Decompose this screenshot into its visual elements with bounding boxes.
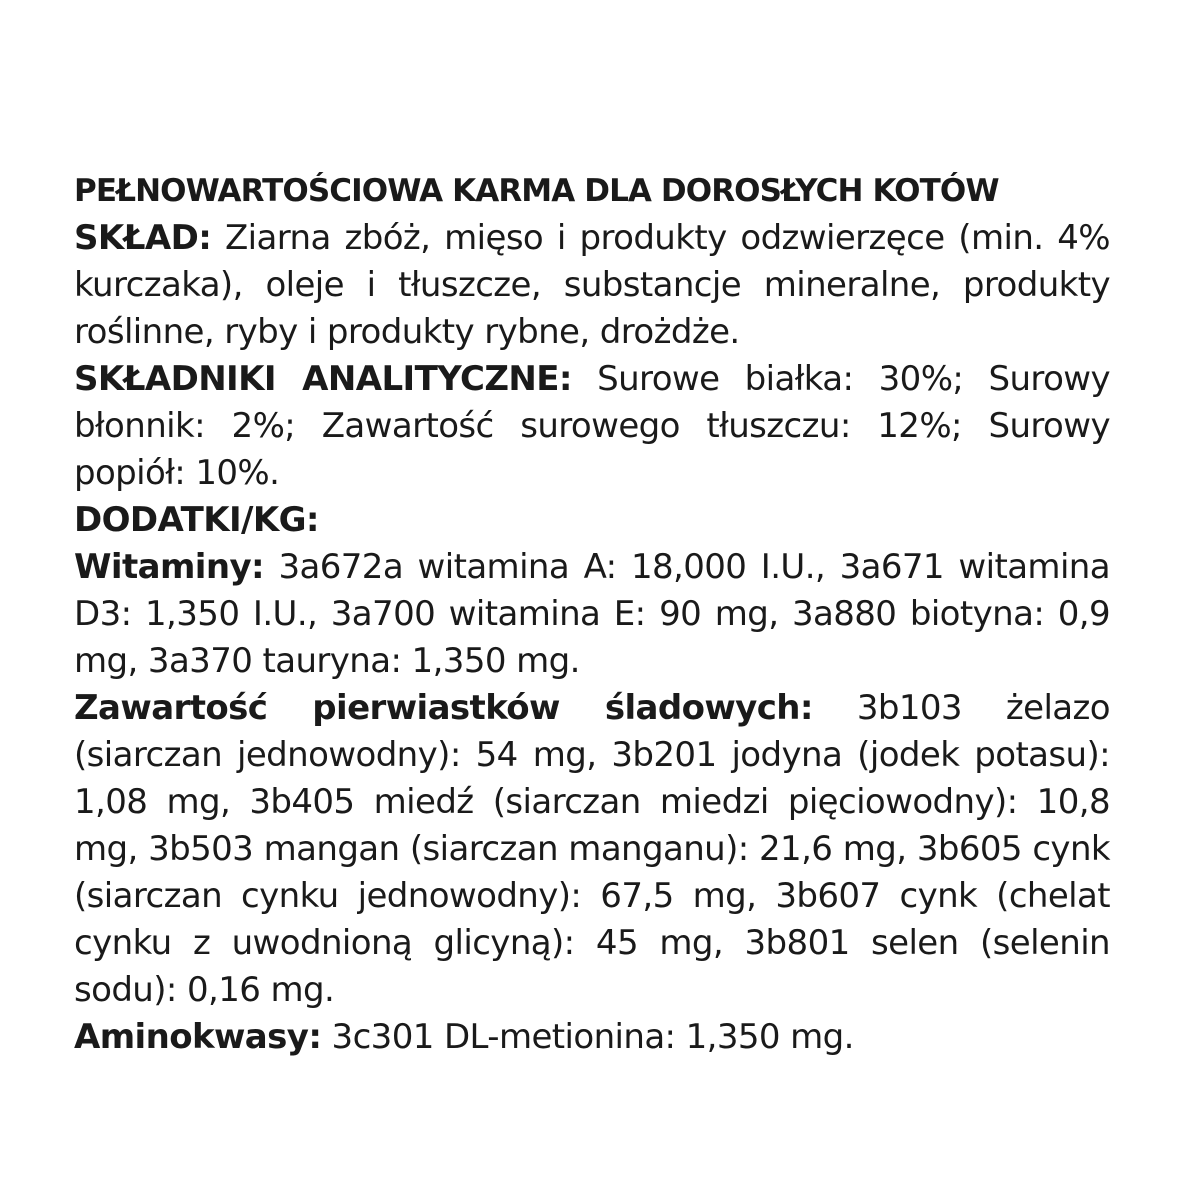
analytical-label: SKŁADNIKI ANALITYCZNE: bbox=[74, 359, 572, 399]
composition-text: Ziarna zbóż, mięso i produkty odzwierzęce (min. 4% kurczaka), oleje i tłuszcze, substancje mineralne, produkty roślinne, ryby i produkty rybne, drożdże. bbox=[74, 218, 1110, 352]
trace-elements-label: Zawartość pierwiastków śladowych: bbox=[74, 688, 813, 728]
product-label bbox=[74, 168, 1110, 1061]
vitamins-label: Witaminy: bbox=[74, 547, 265, 587]
trace-elements-text: 3b103 żelazo (siarczan jednowodny): 54 mg, 3b201 jodyna (jodek potasu): 1,08 mg, 3b405 miedź (siarczan miedzi pięciowodny): 10,8 mg, 3b503 mangan (siarczan manganu): 21,6 mg, 3b605 cynk (siarczan cynku jednowodny): 67,5 mg, 3b607 cynk (chelat cynku z uwodnioną glicyną): 45 mg, 3b801 selen (selenin sodu): 0,16 mg. bbox=[74, 688, 1110, 1010]
additives-section bbox=[74, 497, 1110, 544]
product-title: PEŁNOWARTOŚCIOWA KARMA DLA DOROSŁYCH KOTÓW bbox=[74, 173, 999, 209]
additives-label: DODATKI/KG: bbox=[74, 500, 319, 540]
composition-section bbox=[74, 215, 1110, 356]
analytical-text: Surowe białka: 30%; Surowy błonnik: 2%; Zawartość surowego tłuszczu: 12%; Surowy popiół: 10%. bbox=[74, 359, 1110, 493]
trace-elements-section bbox=[74, 685, 1110, 1014]
vitamins-text: 3a672a witamina A: 18,000 I.U., 3a671 witamina D3: 1,350 I.U., 3a700 witamina E: 90 mg, 3a880 biotyna: 0,9 mg, 3a370 tauryna: 1,350 mg. bbox=[74, 547, 1110, 681]
analytical-section bbox=[74, 356, 1110, 497]
composition-label: SKŁAD: bbox=[74, 218, 212, 258]
amino-acids-label: Aminokwasy: bbox=[74, 1017, 322, 1057]
amino-acids-text: 3c301 DL-metionina: 1,350 mg. bbox=[321, 1017, 854, 1057]
vitamins-section bbox=[74, 544, 1110, 685]
amino-acids-section bbox=[74, 1014, 1110, 1061]
